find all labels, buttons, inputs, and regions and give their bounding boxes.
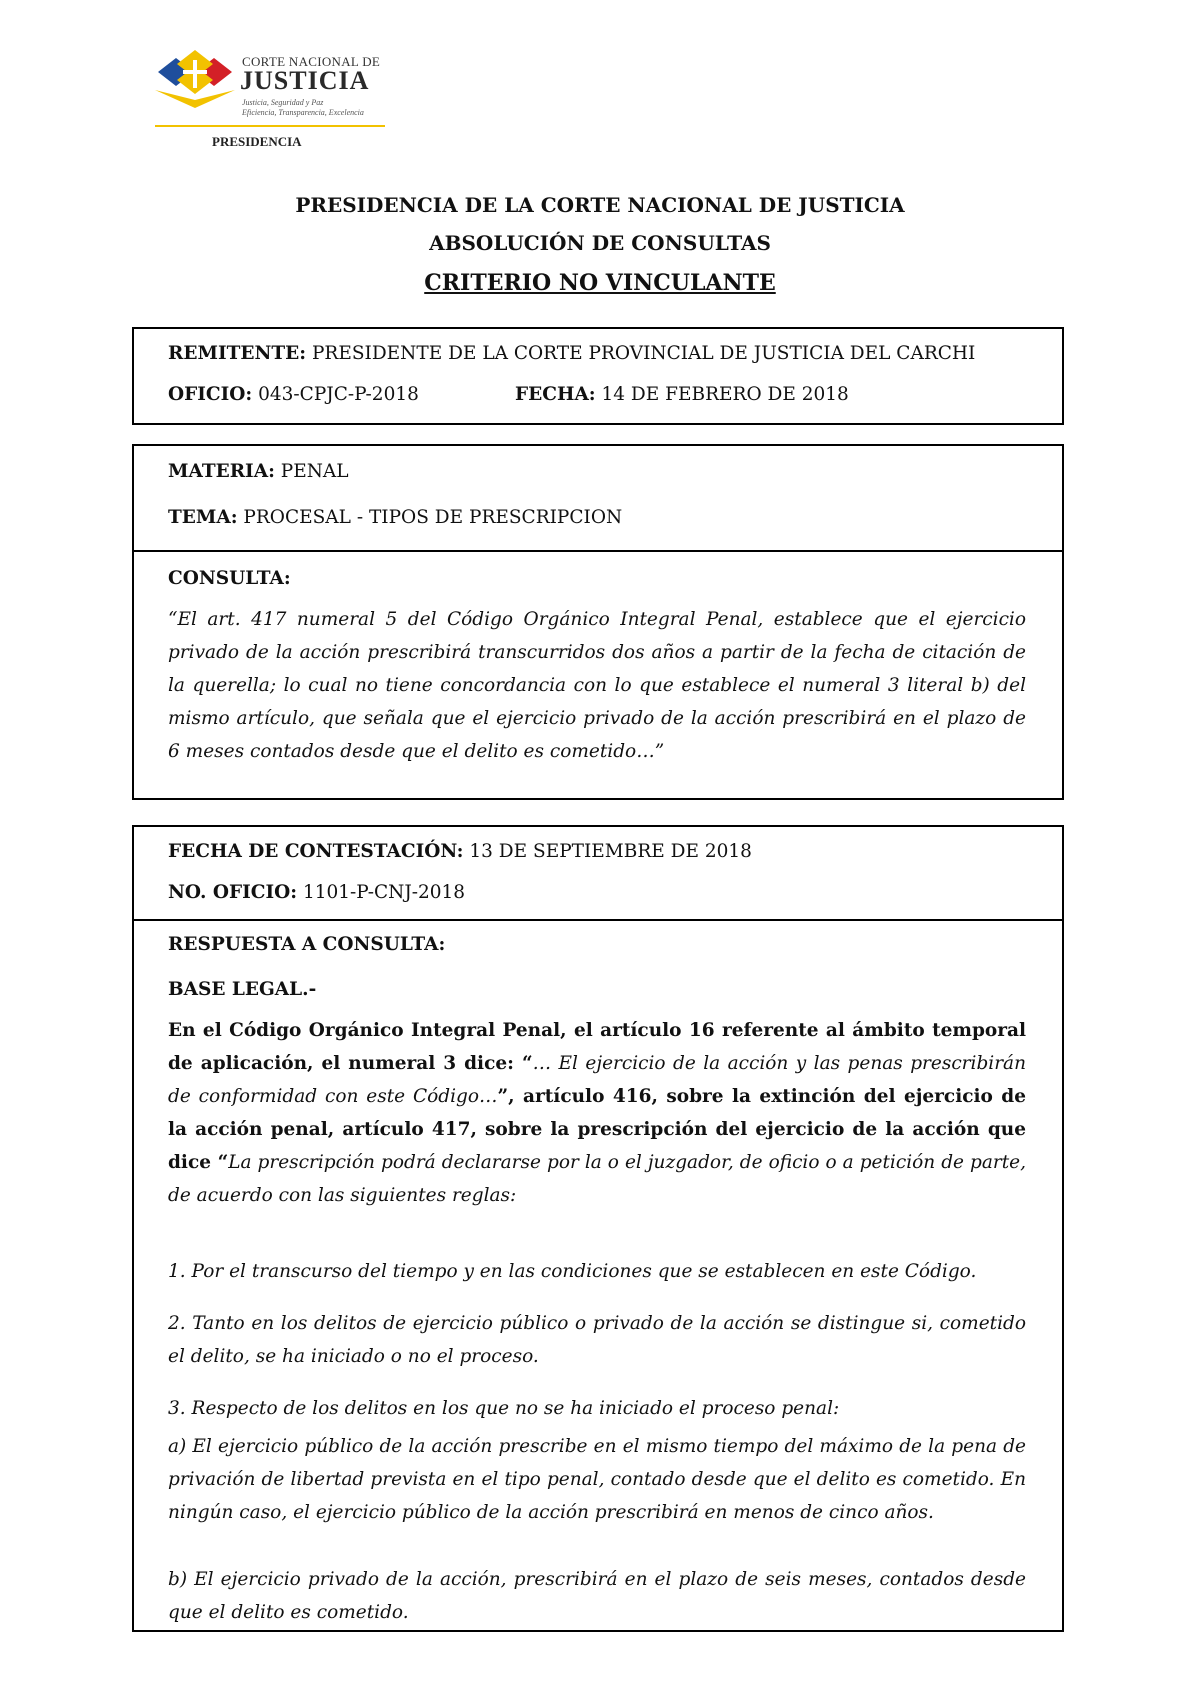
rule-item-3: 3. Respecto de los delitos en los que no se ha iniciado el proceso penal: <box>168 1398 840 1419</box>
materia-row <box>168 461 349 482</box>
remitente-row <box>168 343 975 364</box>
fecha-contestacion-label: FECHA DE CONTESTACIÓN: <box>168 841 464 862</box>
no-oficio-row <box>168 882 465 903</box>
section-divider <box>134 550 1062 552</box>
logo-presidencia: PRESIDENCIA <box>212 134 302 149</box>
oficio-row <box>168 384 419 405</box>
no-oficio-value: 1101-P-CNJ-2018 <box>302 882 466 903</box>
tema-value: PROCESAL - TIPOS DE PRESCRIPCION <box>243 507 623 528</box>
respuesta-label: RESPUESTA A CONSULTA: <box>168 934 446 955</box>
section-divider <box>134 919 1062 921</box>
logo-corte-text: CORTE NACIONAL DE <box>242 54 381 69</box>
consulta-box <box>132 444 1064 800</box>
p1-part-b: … El ejercicio de la acción y las penas prescribirán de conformidad con este Código… <box>168 1053 1026 1107</box>
fecha-row <box>515 384 849 405</box>
consulta-text: “El art. 417 numeral 5 del Código Orgánico Integral Penal, establece que el ejercicio privado de la acción prescribirá transcurridos dos años a partir de la fecha de citación de la querella; lo cual no tiene concordancia con lo que establece el numeral 3 literal b) del mismo artículo, que señala que el ejercicio privado de la acción prescribirá en el plazo de 6 meses contados desde que el delito es cometido…” <box>168 609 1026 762</box>
remitente-label: REMITENTE: <box>168 343 307 364</box>
p1-part-d: La prescripción podrá declararse por la o el juzgador, de oficio o a petición de parte, de acuerdo con las siguientes reglas: <box>168 1152 1026 1206</box>
no-oficio-label: NO. OFICIO: <box>168 882 298 903</box>
rule-item-3a: a) El ejercicio público de la acción prescribe en el mismo tiempo del máximo de la pena de privación de libertad prevista en el tipo penal, contado desde que el delito es cometido. En ningún caso, el ejercicio público de la acción prescribirá en menos de cinco años. <box>168 1436 1026 1523</box>
rule-item-2: 2. Tanto en los delitos de ejercicio público o privado de la acción se distingue si, cometido el delito, se ha iniciado o no el proceso. <box>168 1313 1026 1367</box>
oficio-label: OFICIO: <box>168 384 253 405</box>
court-logo <box>150 50 390 148</box>
base-legal-label: BASE LEGAL.- <box>168 979 317 1000</box>
base-legal-paragraph <box>168 1014 1026 1212</box>
rule-item-3b: b) El ejercicio privado de la acción, prescribirá en el plazo de seis meses, contados desde que el delito es cometido. <box>168 1569 1026 1623</box>
document-title: PRESIDENCIA DE LA CORTE NACIONAL DE JUSTICIA <box>295 193 905 217</box>
document-subtitle: ABSOLUCIÓN DE CONSULTAS <box>429 231 771 255</box>
fecha-contestacion-row <box>168 841 752 862</box>
logo-tagline: Justicia, Seguridad y Paz <box>242 98 324 107</box>
tema-label: TEMA: <box>168 507 238 528</box>
materia-value: PENAL <box>280 461 349 482</box>
consulta-label: CONSULTA: <box>168 568 291 589</box>
fecha-value: 14 DE FEBRERO DE 2018 <box>601 384 849 405</box>
p1-part-a: En el Código Orgánico Integral Penal, el artículo 16 referente al ámbito temporal de aplicación, el numeral 3 dice: “ <box>168 1020 1026 1074</box>
rule-item-1: 1. Por el transcurso del tiempo y en las condiciones que se establecen en este Código. <box>168 1261 977 1282</box>
fecha-contestacion-value: 13 DE SEPTIEMBRE DE 2018 <box>469 841 752 862</box>
criterion-title: CRITERIO NO VINCULANTE <box>424 270 776 296</box>
logo-tagline: Eficiencia, Transparencia, Excelencia <box>242 108 364 117</box>
logo-justicia-text: JUSTICIA <box>240 66 370 95</box>
oficio-value: 043-CPJC-P-2018 <box>258 384 419 405</box>
p1-part-c: ”, artículo 416, sobre la extinción del ejercicio de la acción penal, artículo 417, sobre la prescripción del ejercicio de la acción que dice “ <box>168 1086 1026 1173</box>
tema-row <box>168 507 622 528</box>
respuesta-box <box>132 825 1064 1632</box>
logo-underline <box>155 125 385 127</box>
materia-label: MATERIA: <box>168 461 275 482</box>
justice-emblem-icon <box>150 50 240 120</box>
fecha-label: FECHA: <box>515 384 596 405</box>
remitente-box <box>132 327 1064 425</box>
remitente-value: PRESIDENTE DE LA CORTE PROVINCIAL DE JUSTICIA DEL CARCHI <box>311 343 976 364</box>
